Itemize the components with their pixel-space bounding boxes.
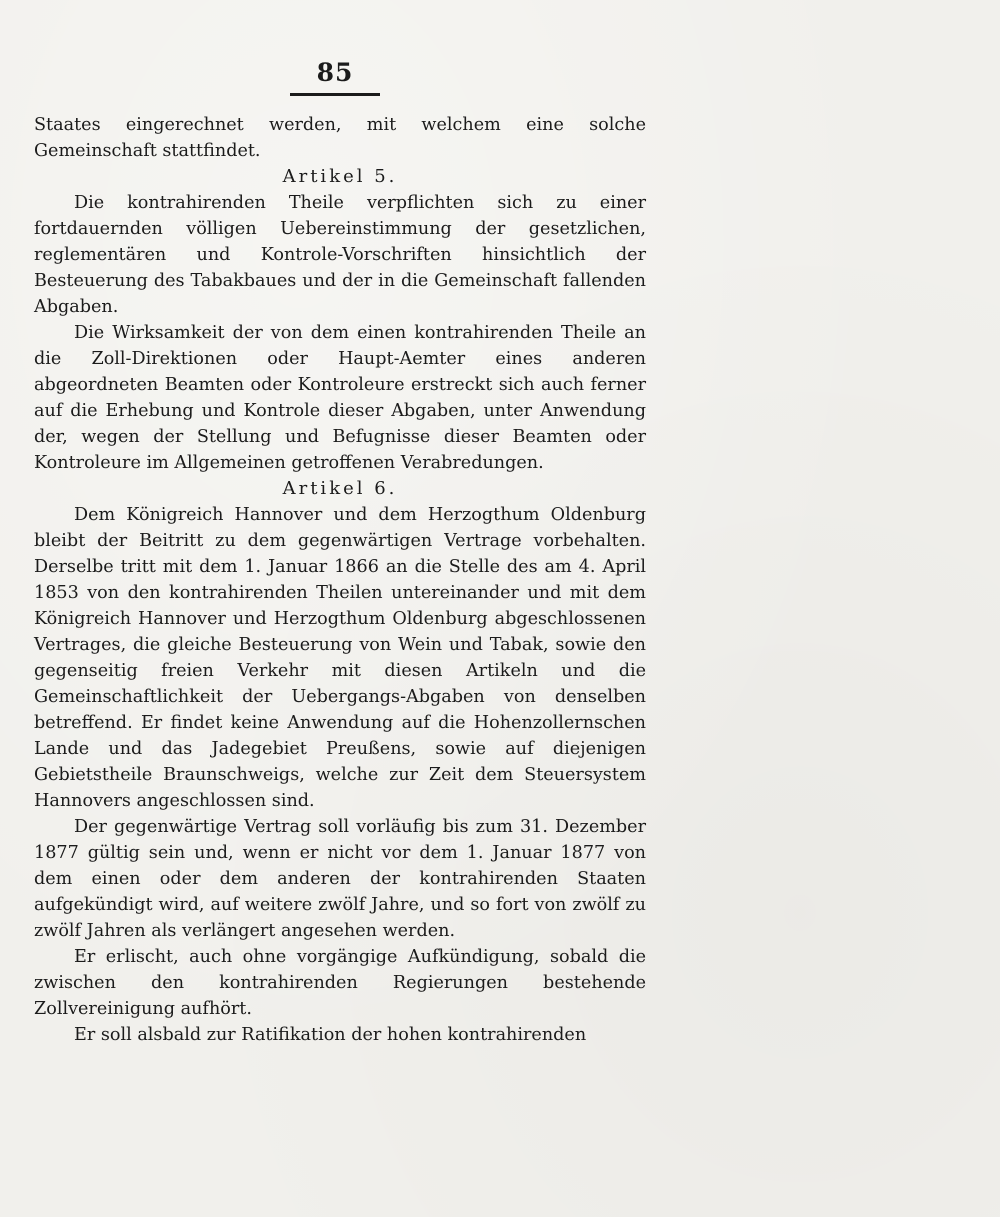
article-6-heading: Artikel 6. xyxy=(282,478,398,499)
body-text xyxy=(34,112,646,1048)
page-number: 85 xyxy=(316,58,354,87)
paragraph-continuation: Staates eingerechnet werden, mit welchem eine solche Gemeinschaft stattfindet. xyxy=(34,115,646,161)
article-5-paragraph-2: Die Wirksamkeit der von dem einen kontrahirenden Theile an die Zoll-Direktionen oder Haupt-Aemter eines anderen abgeordneten Beamten oder Kontroleure erstreckt sich auch ferner auf die Erhebung und Kontrole dieser Abgaben, unter Anwendung der, wegen der Stellung und Befugnisse dieser Beamten oder Kontroleure im Allgemeinen getroffenen Verabredungen. xyxy=(34,323,646,473)
article-6-paragraph-2: Der gegenwärtige Vertrag soll vorläufig bis zum 31. Dezember 1877 gültig sein und, wenn er nicht vor dem 1. Januar 1877 von dem einen oder dem anderen der kontrahirenden Staaten aufgekündigt wird, auf weitere zwölf Jahre, und so fort von zwölf zu zwölf Jahren als verlängert angesehen werden. xyxy=(34,817,646,941)
article-5-heading: Artikel 5. xyxy=(282,166,398,187)
article-6-paragraph-3: Er erlischt, auch ohne vorgängige Aufkündigung, sobald die zwischen den kontrahirenden Regierungen bestehende Zollvereinigung aufhört. xyxy=(34,947,646,1019)
page-number-rule xyxy=(290,93,380,96)
article-6-paragraph-1: Dem Königreich Hannover und dem Herzogthum Oldenburg bleibt der Beitritt zu dem gegenwärtigen Vertrage vorbehalten. Derselbe tritt mit dem 1. Januar 1866 an die Stelle des am 4. April 1853 von den kontrahirenden Theilen untereinander und mit dem Königreich Hannover und Herzogthum Oldenburg abgeschlossenen Vertrages, die gleiche Besteuerung von Wein und Tabak, sowie den gegenseitig freien Verkehr mit diesen Artikeln und die Gemeinschaftlichkeit der Uebergangs-Abgaben von denselben betreffend. Er findet keine Anwendung auf die Hohenzollernschen Lande und das Jadegebiet Preußens, sowie auf diejenigen Gebietstheile Braunschweigs, welche zur Zeit dem Steuersystem Hannovers angeschlossen sind. xyxy=(34,505,646,811)
article-6-paragraph-4: Er soll alsbald zur Ratifikation der hohen kontrahirenden xyxy=(74,1025,587,1045)
article-5-paragraph-1: Die kontrahirenden Theile verpflichten sich zu einer fortdauernden völligen Uebereinstimmung der gesetzlichen, reglementären und Kontrole-Vorschriften hinsichtlich der Besteuerung des Tabakbaues und der in die Gemeinschaft fallenden Abgaben. xyxy=(34,193,646,317)
